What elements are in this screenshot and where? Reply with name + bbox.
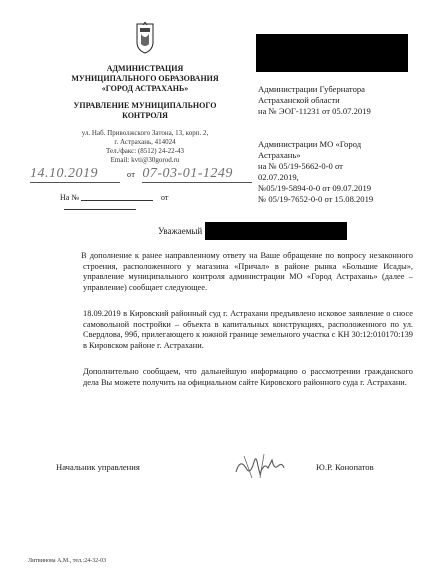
contact-block xyxy=(70,129,220,165)
department-name xyxy=(30,101,260,121)
recipient-block-municipal xyxy=(258,139,418,205)
recipient-line: Администрации Губернатора xyxy=(258,84,365,94)
addressee-name-redaction xyxy=(205,222,347,240)
coat-of-arms-icon xyxy=(133,22,157,54)
signatory-role: Начальник управления xyxy=(56,462,140,472)
recipient-line: 02.07.2019, xyxy=(258,172,299,182)
handwritten-date: 14.10.2019 xyxy=(30,166,120,183)
greeting-text: Уважаемый xyxy=(158,226,203,236)
recipient-line: на № 05/19-5662-0-0 от xyxy=(258,161,343,171)
body-paragraph-2: 18.09.2019 в Кировский районный суд г. Астрахани предъявлено исковое заявление о сносе самовольной постройки – объекта в капитальных конструкциях, расположенного по ул. Свердлова, 99б, прилегающего к южной границе земельного участка с КН 30:12:010170:139 в Кировском районе г. Астрахани. xyxy=(83,309,413,350)
date-blank xyxy=(64,209,136,210)
recipient-line: на № ЭОГ-11231 от 05.07.2019 xyxy=(258,106,371,116)
city-line: г. Астрахань, 414024 xyxy=(114,138,176,146)
dept-line: УПРАВЛЕНИЕ МУНИЦИПАЛЬНОГО xyxy=(73,101,217,110)
org-line: АДМИНИСТРАЦИЯ xyxy=(106,64,184,73)
recipient-line: Астраханской области xyxy=(258,95,340,105)
recipient-redaction xyxy=(256,34,408,72)
phone-line: Тел./факс: (8512) 24-22-43 xyxy=(105,147,185,155)
address-line: ул. Наб. Приволжского Затона, 13, корп. 2, xyxy=(81,129,209,137)
recipient-block-governor xyxy=(258,84,418,117)
body-paragraph-3: Дополнительно сообщаем, что дальнейшую информацию о рассмотрении гражданского дела Вы можете получить на официальном сайте Кировского районного суда г. Астрахани. xyxy=(83,367,413,387)
recipient-line: Астрахань» xyxy=(258,150,301,160)
org-line: МУНИЦИПАЛЬНОГО ОБРАЗОВАНИЯ xyxy=(71,74,219,83)
from-label: от xyxy=(160,193,169,202)
recipient-line: №05/19-5894-0-0 от 09.07.2019 xyxy=(258,183,372,193)
handwritten-signature xyxy=(230,448,290,482)
recipient-line: № 05/19-7652-0-0 от 15.08.2019 xyxy=(258,194,374,204)
org-line: «ГОРОД АСТРАХАНЬ» xyxy=(101,84,189,93)
dept-line: КОНТРОЛЯ xyxy=(122,111,168,120)
handwritten-number: 07-03-01-1249 xyxy=(142,166,252,183)
greeting xyxy=(158,226,202,236)
handwritten-registration xyxy=(30,166,270,183)
recipient-line: Администрации МО «Город xyxy=(258,139,362,149)
signatory-name: Ю.Р. Конопатов xyxy=(316,462,374,472)
email-line: Email: kvti@30gorod.ru xyxy=(110,156,180,164)
number-blank xyxy=(81,200,153,201)
body-paragraph-1: В дополнение к ранее направленному ответу на Ваше обращение по вопросу незаконного строения, расположенного у магазина «Причал» в районе рынка «Большие Исады», управление муниципального контроля администрации МО «Город Астрахань» (далее – управление) сообщает следующее. xyxy=(81,251,413,292)
executor-contact: Литвинова А.М., тел.:24-32-03 xyxy=(28,558,107,564)
reference-line xyxy=(60,193,230,211)
organization-name xyxy=(30,64,260,94)
number-prefix: На № xyxy=(60,193,79,202)
from-label: от xyxy=(127,170,136,179)
